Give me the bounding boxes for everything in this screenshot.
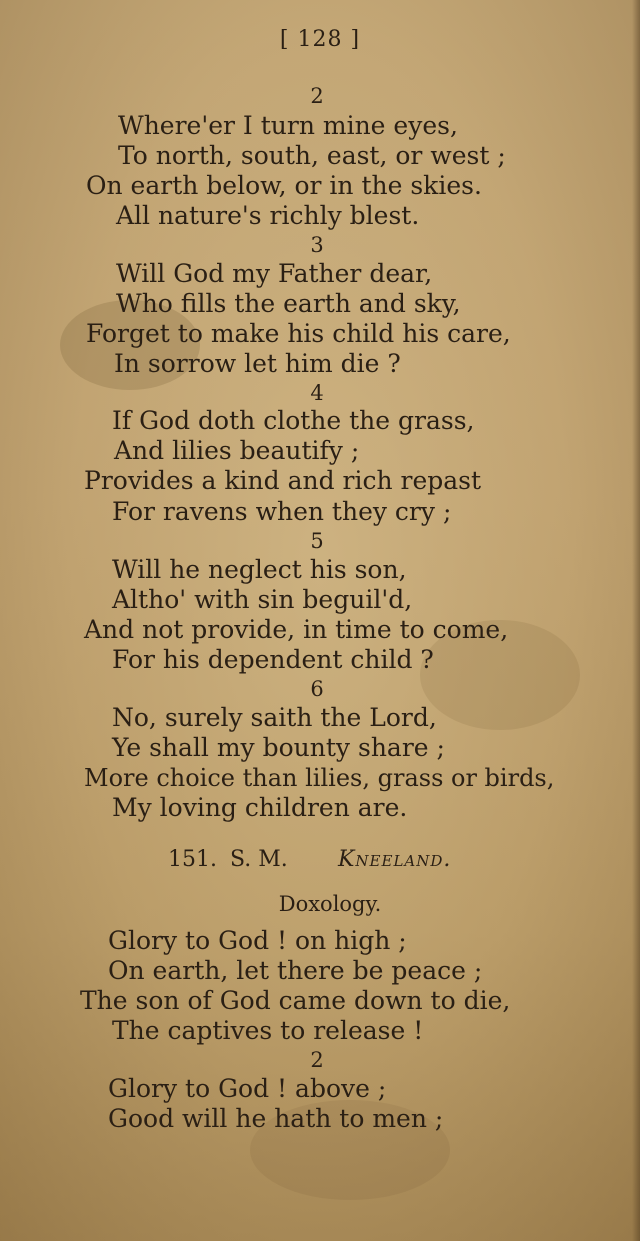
- verse-line: Altho' with sin beguil'd,: [112, 585, 413, 614]
- verse-line: Good will he hath to men ;: [108, 1104, 444, 1133]
- hymn-meter: S. M.: [230, 847, 288, 872]
- hymn-heading: [168, 846, 451, 874]
- verse-line: My loving children are.: [112, 793, 408, 822]
- hymn-subtitle: Doxology.: [278, 892, 382, 916]
- verse-line: Will God my Father dear,: [116, 259, 433, 288]
- hymn-tune-name: Kneeland.: [338, 847, 452, 872]
- stanza-number: 3: [310, 233, 324, 257]
- verse-line: For his dependent child ?: [112, 645, 434, 674]
- verse-line: Glory to God ! on high ;: [108, 926, 407, 955]
- verse-line: Who fills the earth and sky,: [116, 289, 461, 318]
- stanza-number: 2: [310, 84, 324, 108]
- verse-line: All nature's richly blest.: [116, 201, 420, 230]
- stanza-number: 4: [310, 381, 324, 405]
- stanza-number: 2: [310, 1048, 324, 1072]
- verse-line: For ravens when they cry ;: [112, 497, 452, 526]
- hymn-number: 151.: [168, 847, 217, 872]
- verse-line: Provides a kind and rich repast: [84, 466, 482, 495]
- verse-line: And not provide, in time to come,: [84, 615, 509, 644]
- verse-line: The captives to release !: [112, 1016, 424, 1045]
- verse-line: Forget to make his child his care,: [86, 319, 511, 348]
- stanza-number: 6: [310, 677, 324, 701]
- verse-line: The son of God came down to die,: [80, 986, 511, 1015]
- verse-line: On earth below, or in the skies.: [86, 171, 482, 200]
- verse-line: Will he neglect his son,: [112, 555, 407, 584]
- verse-line: If God doth clothe the grass,: [112, 406, 475, 435]
- verse-line: Ye shall my bounty share ;: [112, 733, 445, 762]
- verse-line: Where'er I turn mine eyes,: [118, 111, 458, 140]
- page-number: [ 128 ]: [279, 27, 361, 52]
- verse-line: And lilies beautify ;: [114, 436, 360, 465]
- verse-line: In sorrow let him die ?: [114, 349, 401, 378]
- verse-line: No, surely saith the Lord,: [112, 703, 437, 732]
- stanza-number: 5: [310, 529, 324, 553]
- verse-line: To north, south, east, or west ;: [118, 141, 506, 170]
- verse-line: More choice than lilies, grass or birds,: [84, 764, 555, 792]
- verse-line: On earth, let there be peace ;: [108, 956, 483, 985]
- verse-line: Glory to God ! above ;: [108, 1074, 387, 1103]
